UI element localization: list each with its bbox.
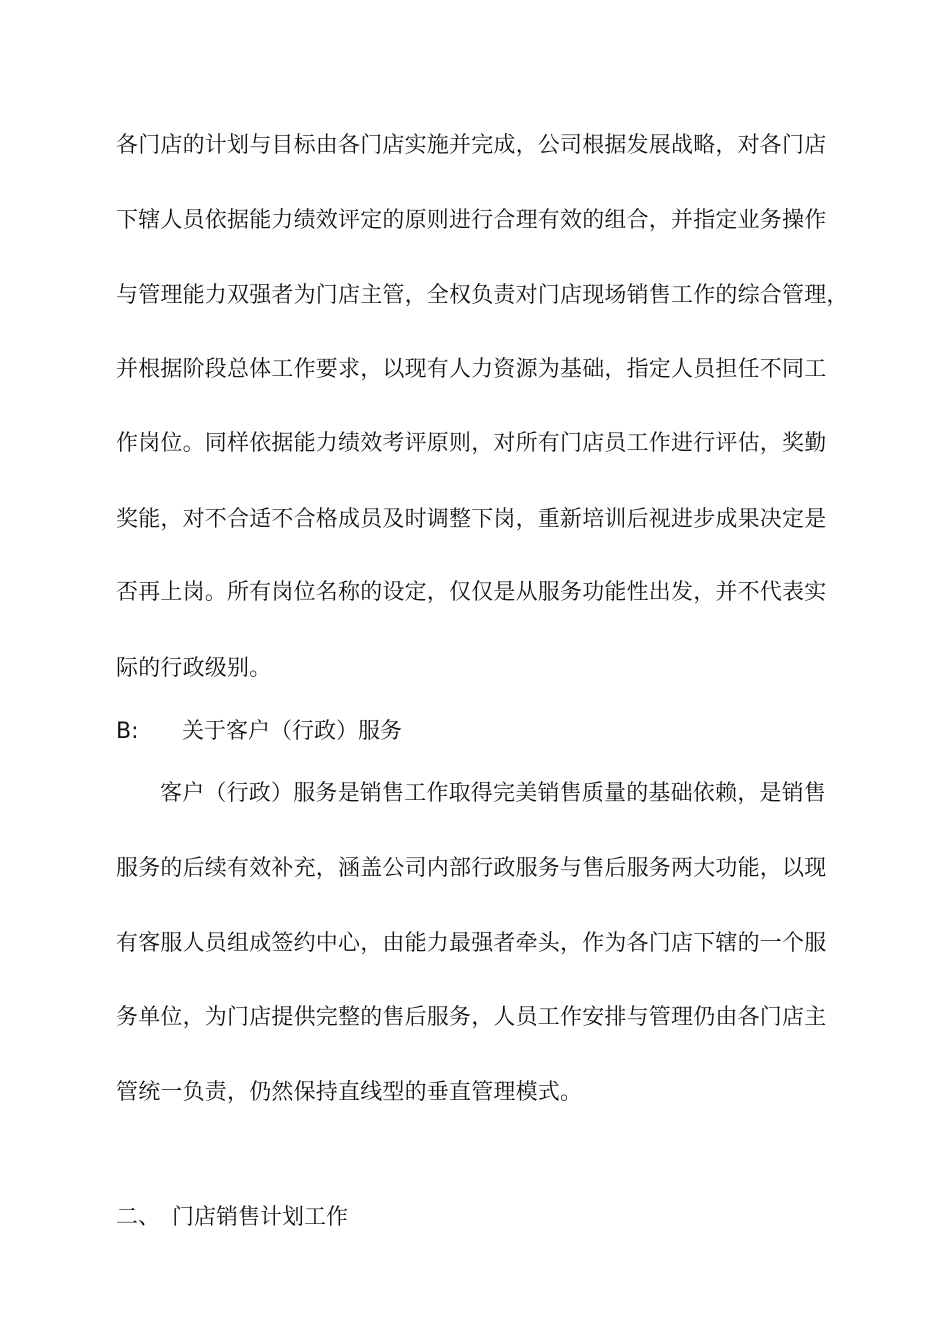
paragraph-2-line-3: 有客服人员组成签约中心，由能力最强者牵头，作为各门店下辖的一个服 [116, 931, 827, 956]
section-2-label: 二、 [116, 1205, 161, 1230]
paragraph-1-line-1: 各门店的计划与目标由各门店实施并完成，公司根据发展战略，对各门店 [116, 133, 827, 158]
paragraph-2-line-5: 管统一负责，仍然保持直线型的垂直管理模式。 [116, 1080, 583, 1105]
paragraph-1-line-5: 作岗位。同样依据能力绩效考评原则，对所有门店员工作进行评估，奖勤 [116, 431, 827, 456]
paragraph-1-line-7: 否再上岗。所有岗位名称的设定，仅仅是从服务功能性出发，并不代表实 [116, 580, 827, 605]
paragraph-1-line-3: 与管理能力双强者为门店主管，全权负责对门店现场销售工作的综合管理， [116, 283, 849, 308]
paragraph-1-line-4: 并根据阶段总体工作要求，以现有人力资源为基础，指定人员担任不同工 [116, 357, 827, 382]
section-b-label: B: [116, 719, 139, 744]
paragraph-1-line-8: 际的行政级别。 [116, 656, 272, 681]
section-b-title: 关于客户（行政）服务 [182, 719, 403, 744]
paragraph-2-line-4: 务单位，为门店提供完整的售后服务，人员工作安排与管理仍由各门店主 [116, 1005, 827, 1030]
section-b-heading [116, 717, 402, 747]
paragraph-2-line-2: 服务的后续有效补充，涵盖公司内部行政服务与售后服务两大功能，以现 [116, 856, 827, 881]
paragraph-1-line-6: 奖能，对不合适不合格成员及时调整下岗，重新培训后视进步成果决定是 [116, 507, 827, 532]
paragraph-2-line-1: 客户（行政）服务是销售工作取得完美销售质量的基础依赖，是销售 [160, 781, 827, 806]
paragraph-1-line-2: 下辖人员依据能力绩效评定的原则进行合理有效的组合，并指定业务操作 [116, 208, 827, 233]
section-2-title: 门店销售计划工作 [172, 1205, 349, 1230]
section-2-heading [116, 1203, 348, 1233]
